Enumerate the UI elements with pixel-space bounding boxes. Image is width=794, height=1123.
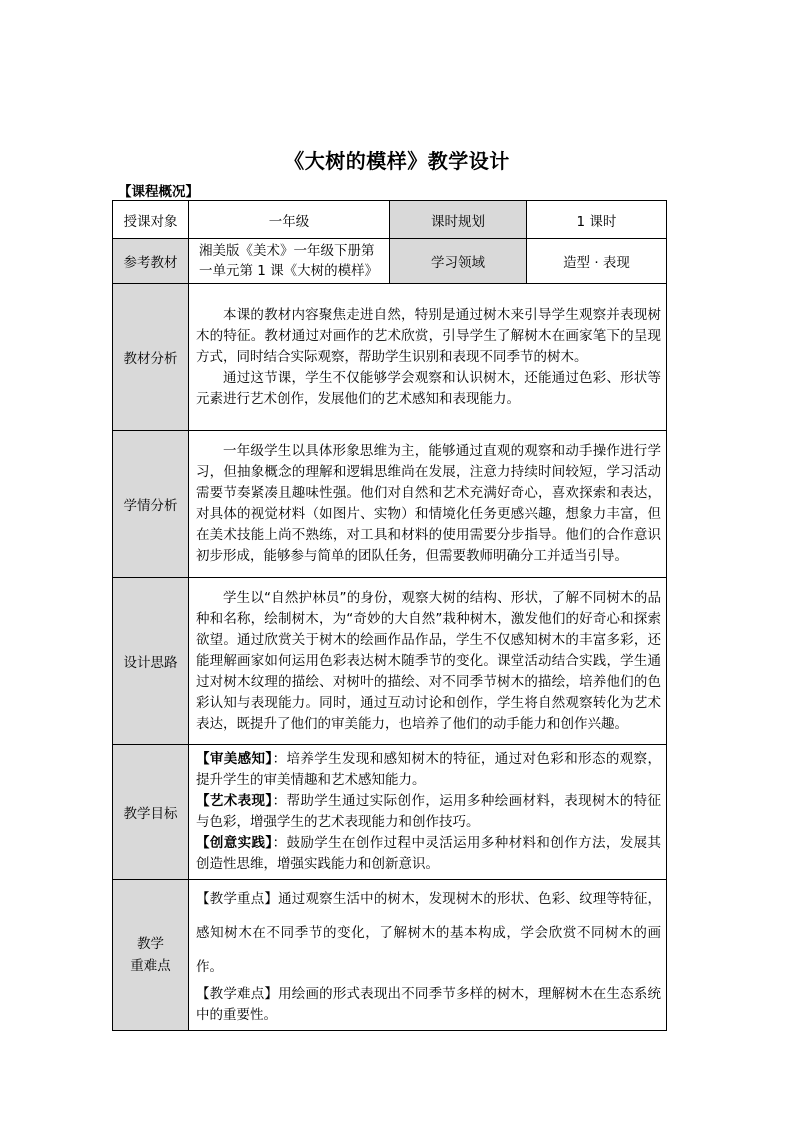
key-points-label <box>113 880 189 1031</box>
material-analysis-label: 教材分析 <box>113 284 189 431</box>
material-analysis-paragraph: 通过这节课，学生不仅能够学会观察和认识树木，还能通过色彩、形状等元素进行艺术创作，发展他们的艺术感知和表现能力。 <box>196 369 661 407</box>
key-points-content <box>189 880 667 1031</box>
design-idea-label: 设计思路 <box>113 578 189 745</box>
table-row <box>113 239 667 284</box>
difficulty-body: 用绘画的形式表现出不同季节多样的树木，理解树木在生态系统中的重要性。 <box>196 986 662 1023</box>
objectives-content <box>189 745 667 880</box>
objective-body: ：帮助学生通过实际创作，运用多种绘画材料，表现树木的特征与色彩，增强学生的艺术表现能力和创作技巧。 <box>196 793 662 830</box>
objective-head: 【创意实践】 <box>196 835 273 851</box>
table-row <box>113 880 667 1031</box>
hours-label: 课时规划 <box>390 201 527 239</box>
design-idea-content <box>189 578 667 745</box>
objective-item <box>196 833 661 875</box>
material-analysis-content <box>189 284 667 431</box>
focus-body: 通过观察生活中的树木，发现树木的形状、色彩、纹理等特征，感知树木在不同季节的变化，了解树木的基本构成，学会欣赏不同树木的画作。 <box>196 891 662 975</box>
key-points-label-line: 重难点 <box>130 958 171 974</box>
course-overview-table <box>112 200 667 1031</box>
teaching-difficulty <box>196 984 661 1026</box>
difficulty-head: 【教学难点】 <box>196 986 279 1002</box>
document-title: 《大树的模样》教学设计 <box>284 149 510 173</box>
objective-item <box>196 749 661 791</box>
audience-label: 授课对象 <box>113 201 189 239</box>
student-analysis-label: 学情分析 <box>113 431 189 578</box>
student-analysis-content <box>189 431 667 578</box>
focus-head: 【教学重点】 <box>196 891 279 907</box>
table-row <box>113 578 667 745</box>
table-row <box>113 284 667 431</box>
domain-label: 学习领域 <box>390 239 527 284</box>
domain-value: 造型 · 表现 <box>527 239 667 284</box>
hours-value: 1 课时 <box>527 201 667 239</box>
audience-value: 一年级 <box>189 201 390 239</box>
table-row <box>113 201 667 239</box>
material-analysis-paragraph: 本课的教材内容聚焦走进自然，特别是通过树木来引导学生观察并表现树木的特征。教材通过对画作的艺术欣赏，引导学生了解树木在画家笔下的呈现方式，同时结合实际观察，帮助学生识别和表现不同季节的树木。 <box>196 306 661 365</box>
student-analysis-paragraph: 一年级学生以具体形象思维为主，能够通过直观的观察和动手操作进行学习，但抽象概念的理解和逻辑思维尚在发展，注意力持续时间较短，学习活动需要节奏紧凑且趣味性强。他们对自然和艺术充满好奇心，喜欢探索和表达，对具体的视觉材料（如图片、实物）和情境化任务更感兴趣，想象力丰富，但在美术技能上尚不熟练，对工具和材料的使用需要分步指导。他们的合作意识初步形成，能够参与简单的团队任务，但需要教师明确分工并适当引导。 <box>196 443 661 564</box>
key-points-label-line: 教学 <box>137 936 164 952</box>
design-idea-paragraph: 学生以“自然护林员”的身份，观察大树的结构、形状，了解不同树木的品种和名称，绘制树木，为“奇妙的大自然”栽种树木，激发他们的好奇心和探索欲望。通过欣赏关于树木的绘画作品作品，学生不仅感知树木的丰富多彩，还能理解画家如何运用色彩表达树木随季节的变化。课堂活动结合实践，学生通过对树木纹理的描绘、对树叶的描绘、对不同季节树木的描绘，培养他们的色彩认知与表现能力。同时，通过互动讨论和创作，学生将自然观察转化为艺术表达，既提升了他们的审美能力，也培养了他们的动手能力和创作兴趣。 <box>196 589 661 732</box>
section-label: 【课程概况】 <box>118 184 199 200</box>
table-row <box>113 745 667 880</box>
textbook-label: 参考教材 <box>113 239 189 284</box>
textbook-value: 湘美版《美术》一年级下册第一单元第 1 课《大树的模样》 <box>189 239 390 284</box>
teaching-focus <box>196 882 661 984</box>
objective-item <box>196 791 661 833</box>
objective-body: ：鼓励学生在创作过程中灵活运用多种材料和创作方法，发展其创造性思维，增强实践能力和创新意识。 <box>196 835 662 872</box>
table-row <box>113 431 667 578</box>
objective-body: ：培养学生发现和感知树木的特征，通过对色彩和形态的观察，提升学生的审美情趣和艺术感知能力。 <box>196 751 662 788</box>
objectives-label: 教学目标 <box>113 745 189 880</box>
objective-head: 【艺术表现】 <box>196 793 273 809</box>
objective-head: 【审美感知】 <box>196 751 273 767</box>
